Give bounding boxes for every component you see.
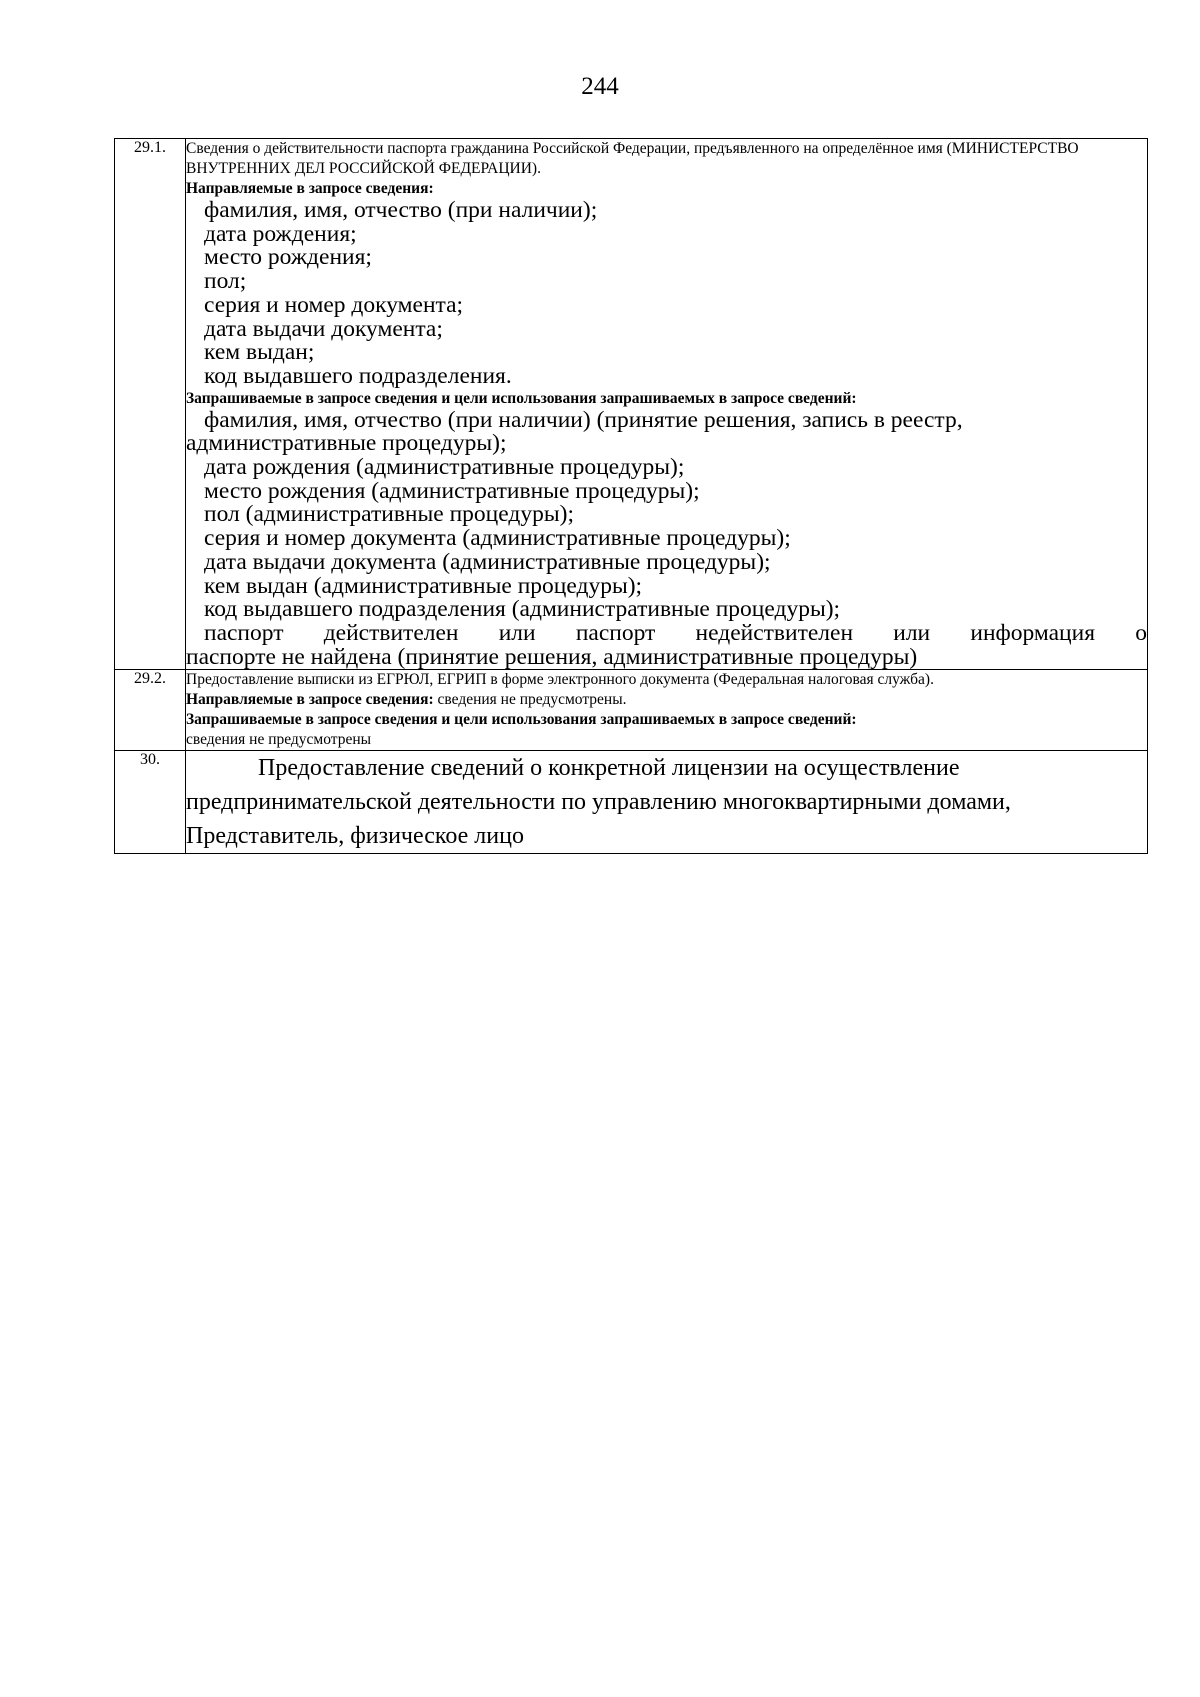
row-content — [186, 670, 1148, 751]
service-title: Предоставление сведений о конкретной лицензии на осуществление предпринимательской деятельности по управлению многоквартирными домами, Представитель, физическое лицо — [186, 755, 1011, 850]
list-item: код выдавшего подразделения (административные процедуры); — [204, 596, 841, 623]
sent-value: сведения не предусмотрены. — [433, 691, 627, 709]
list-item: код выдавшего подразделения. — [204, 362, 512, 389]
list-item: пол (административные процедуры); — [204, 501, 574, 528]
list-item: место рождения (административные процедуры); — [204, 477, 700, 504]
sent-heading: Направляемые в запросе сведения: — [186, 180, 434, 197]
list-item: дата выдачи документа; — [204, 315, 443, 342]
list-item: пол; — [204, 268, 247, 295]
list-item: паспорте не найдена (принятие решения, административные процедуры) — [186, 643, 918, 670]
list-item: кем выдан (административные процедуры); — [204, 572, 643, 599]
requested-heading: Запрашиваемые в запросе сведения и цели использования запрашиваемых в запросе сведений: — [186, 711, 857, 729]
services-table — [114, 138, 1148, 854]
sent-heading: Направляемые в запросе сведения: — [186, 691, 434, 709]
list-item: место рождения; — [204, 244, 372, 271]
requested-value: сведения не предусмотрены — [186, 731, 372, 749]
table-row-29-2 — [115, 670, 1148, 751]
list-item: серия и номер документа; — [204, 291, 464, 318]
requested-heading: Запрашиваемые в запросе сведения и цели использования запрашиваемых в запросе сведений: — [186, 389, 857, 407]
service-title: Предоставление выписки из ЕГРЮЛ, ЕГРИП в форме электронного документа (Федеральная налоговая служба). — [186, 671, 934, 689]
list-item: кем выдан; — [204, 339, 315, 366]
row-number: 29.2. — [115, 670, 186, 751]
page-number: 244 — [581, 73, 619, 100]
list-item: паспорт действителен или паспорт недействителен или информация о — [204, 619, 1147, 646]
list-item: дата выдачи документа (административные процедуры); — [204, 548, 771, 575]
list-item: дата рождения (административные процедуры); — [204, 454, 685, 481]
table-row-29-1 — [115, 139, 1148, 670]
service-title: Сведения о действительности паспорта гражданина Российской Федерации, предъявленного на определённое имя (МИНИСТЕРСТВО ВНУТРЕННИХ ДЕЛ РОССИЙСКОЙ ФЕДЕРАЦИИ). — [186, 140, 1079, 177]
row-number: 30. — [115, 751, 186, 854]
row-content — [186, 139, 1148, 670]
row-number: 29.1. — [115, 139, 186, 670]
list-item: фамилия, имя, отчество (при наличии) (принятие решения, запись в реестр, административные процедуры); — [186, 406, 963, 457]
sent-line — [186, 690, 1147, 710]
table-row-30 — [115, 751, 1148, 854]
row-content — [186, 751, 1148, 854]
list-item: серия и номер документа (административные процедуры); — [204, 525, 791, 552]
list-item: дата рождения; — [204, 220, 357, 247]
list-item: фамилия, имя, отчество (при наличии); — [204, 197, 598, 223]
